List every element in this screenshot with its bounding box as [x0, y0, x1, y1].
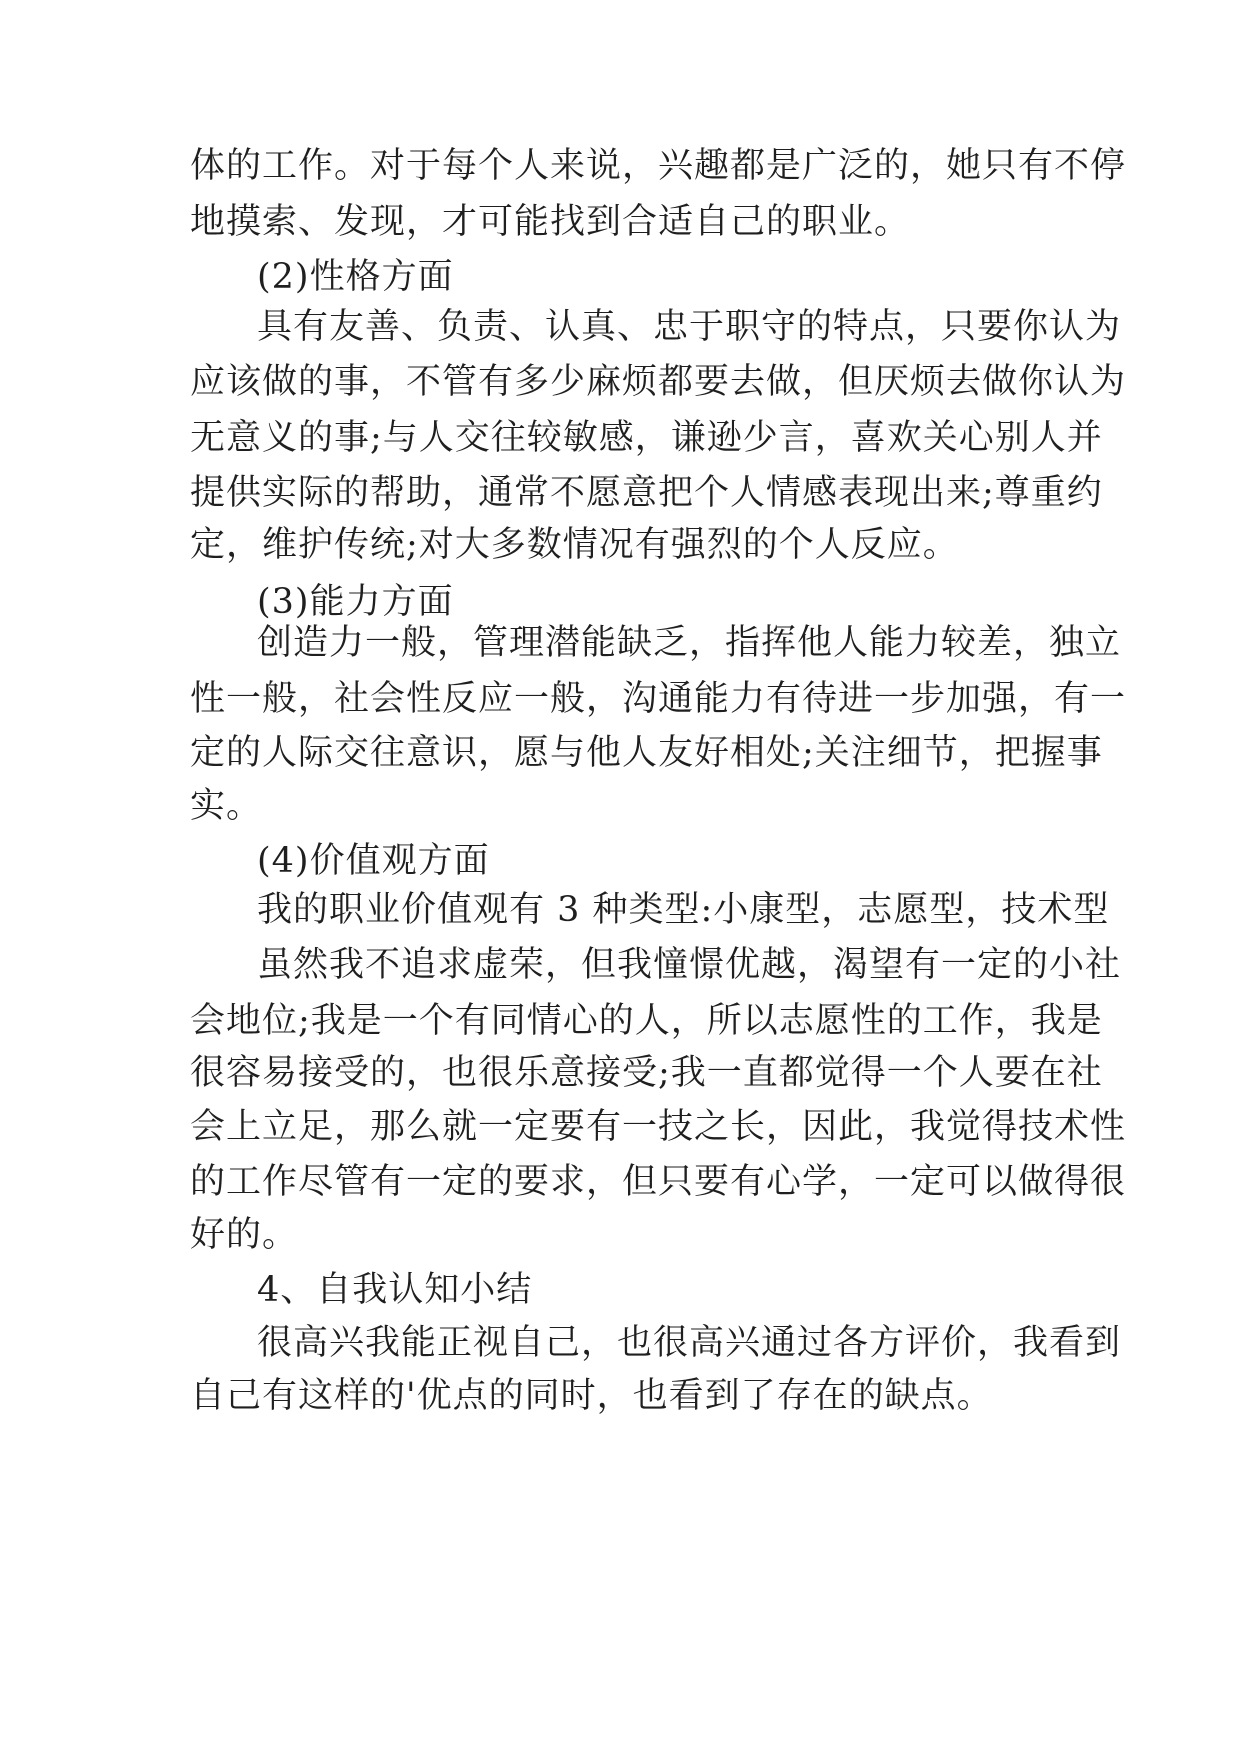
- section-heading: (3)能力方面: [257, 582, 454, 622]
- text-line: 虽然我不追求虚荣，但我憧憬优越，渴望有一定的小社: [257, 945, 1122, 985]
- text-line: 很高兴我能正视自己，也很高兴通过各方评价，我看到: [257, 1323, 1122, 1363]
- text-line: 会地位;我是一个有同情心的人，所以志愿性的工作，我是: [190, 1001, 1103, 1041]
- text-line: 提供实际的帮助，通常不愿意把个人情感表现出来;尊重约: [190, 473, 1103, 513]
- section-heading: (2)性格方面: [257, 257, 454, 297]
- text-line: 实。: [190, 786, 263, 826]
- text-line: 的工作尽管有一定的要求，但只要有心学，一定可以做得很: [190, 1162, 1127, 1202]
- text-line: 会上立足，那么就一定要有一技之长，因此，我觉得技术性: [190, 1107, 1127, 1147]
- text-line: 地摸索、发现，才可能找到合适自己的职业。: [190, 202, 911, 242]
- text-line: 定的人际交往意识，愿与他人友好相处;关注细节，把握事: [190, 733, 1103, 773]
- section-heading: (4)价值观方面: [257, 841, 490, 881]
- text-line: 性一般，社会性反应一般，沟通能力有待进一步加强，有一: [190, 679, 1127, 719]
- text-line: 无意义的事;与人交往较敏感，谦逊少言，喜欢关心别人并: [190, 418, 1103, 458]
- text-line: 创造力一般，管理潜能缺乏，指挥他人能力较差，独立: [257, 623, 1122, 663]
- section-heading: 4、自我认知小结: [257, 1270, 533, 1310]
- text-line: 好的。: [190, 1215, 299, 1255]
- text-line: 我的职业价值观有 3 种类型:小康型，志愿型，技术型: [257, 890, 1110, 930]
- text-line: 自己有这样的'优点的同时，也看到了存在的缺点。: [190, 1376, 993, 1416]
- text-line: 应该做的事，不管有多少麻烦都要去做，但厌烦去做你认为: [190, 362, 1127, 402]
- text-line: 体的工作。对于每个人来说，兴趣都是广泛的，她只有不停: [190, 146, 1127, 186]
- text-line: 定，维护传统;对大多数情况有强烈的个人反应。: [190, 525, 959, 565]
- text-line: 很容易接受的，也很乐意接受;我一直都觉得一个人要在社: [190, 1053, 1103, 1093]
- text-line: 具有友善、负责、认真、忠于职守的特点，只要你认为: [257, 307, 1122, 347]
